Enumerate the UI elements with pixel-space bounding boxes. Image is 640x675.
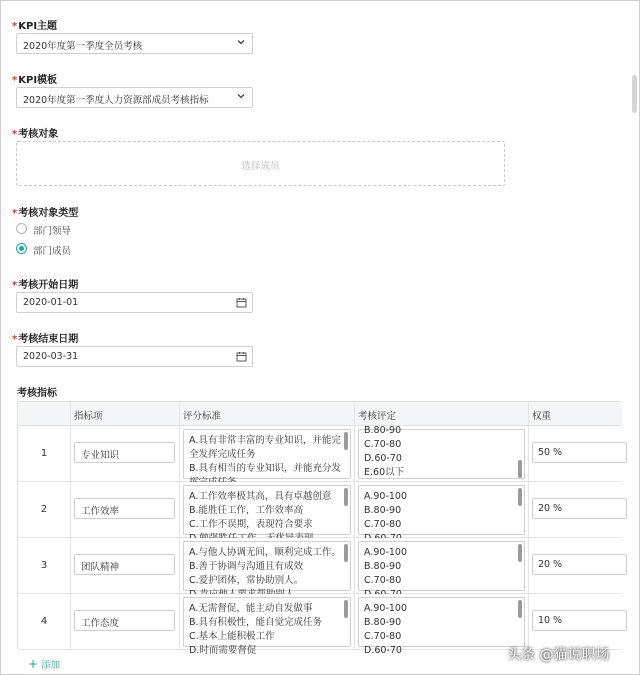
rating-textarea[interactable] [358, 541, 525, 591]
indicator-item-input[interactable] [74, 610, 175, 631]
start-date-value: 2020-01-01 [23, 297, 79, 308]
column-divider [179, 594, 180, 649]
indicator-item-input[interactable] [74, 554, 175, 575]
column-header-weight: 权重 [532, 411, 552, 422]
table-row [18, 482, 622, 538]
column-divider [528, 482, 529, 537]
rating-line: A.90-100 [364, 603, 408, 614]
calendar-icon [236, 351, 247, 362]
end-date-label [12, 330, 78, 345]
column-divider [70, 426, 71, 481]
criteria-line: D.时而需要督促 [189, 645, 257, 656]
rating-line: C.70-80 [364, 519, 402, 530]
column-header-rating: 考核评定 [358, 411, 397, 422]
indicators-label: 考核指标 [17, 388, 57, 399]
select-members-box[interactable] [16, 141, 505, 186]
indicator-item-value: 专业知识 [81, 450, 120, 461]
table-row [18, 538, 622, 594]
required-mark: * [12, 280, 18, 291]
kpi-template-label-text: KPI模板 [18, 75, 58, 86]
end-date-value: 2020-03-31 [23, 351, 79, 362]
column-divider [179, 426, 180, 481]
table-header [18, 402, 622, 426]
weight-unit: % [553, 615, 563, 626]
column-divider [354, 538, 355, 593]
textarea-scrollbar[interactable] [344, 432, 348, 450]
textarea-scrollbar[interactable] [344, 488, 348, 506]
row-index: 2 [40, 504, 48, 515]
add-indicator-label: 添加 [41, 660, 61, 671]
column-header-criteria: 评分标准 [183, 411, 222, 422]
rating-line: B.80-90 [364, 505, 402, 516]
indicator-item-input[interactable] [74, 498, 175, 519]
rating-line: D.60-70 [364, 645, 402, 656]
column-divider [354, 482, 355, 537]
required-mark: * [12, 75, 18, 86]
textarea-scrollbar[interactable] [344, 600, 348, 618]
rating-line: D.60-70 [364, 453, 402, 464]
weight-input[interactable] [532, 498, 627, 519]
start-date-label-text: 考核开始日期 [18, 280, 79, 291]
column-divider [528, 594, 529, 649]
weight-unit: % [553, 559, 563, 570]
radio-department-leader-label: 部门领导 [33, 226, 72, 237]
radio-checked-icon [16, 243, 27, 254]
criteria-textarea[interactable] [183, 541, 351, 591]
rating-line: E.60以下 [364, 467, 405, 478]
rating-line: C.70-80 [364, 439, 402, 450]
rating-line: A.90-100 [364, 547, 408, 558]
column-divider [528, 538, 529, 593]
textarea-scrollbar[interactable] [518, 460, 522, 478]
kpi-template-label [12, 71, 57, 86]
column-divider [179, 402, 180, 425]
rating-textarea[interactable] [358, 485, 525, 535]
criteria-textarea[interactable] [183, 597, 351, 656]
rating-line: C.70-80 [364, 575, 402, 586]
assessee-label-text: 考核对象 [18, 129, 59, 140]
criteria-line: C.工作不误期，表现符合要求 [189, 519, 313, 530]
page-scrollbar[interactable] [632, 75, 637, 113]
column-divider [70, 482, 71, 537]
weight-value: 20 [538, 559, 551, 570]
kpi-template-value: 2020年度第一季度人力资源部成员考核指标 [23, 95, 209, 106]
start-date-picker[interactable] [16, 292, 253, 313]
radio-department-member-label: 部门成员 [33, 246, 72, 257]
radio-unchecked-icon [16, 223, 27, 234]
criteria-line: B.具有积极性，能自觉完成任务 [189, 617, 323, 628]
start-date-label [12, 276, 78, 291]
criteria-line: B.善于协调与沟通且有成效 [189, 561, 304, 572]
rating-textarea[interactable] [358, 425, 525, 479]
required-mark: * [12, 129, 18, 140]
assessee-label [12, 125, 58, 140]
column-divider [354, 594, 355, 649]
weight-input[interactable] [532, 610, 627, 631]
assessee-type-label-text: 考核对象类型 [18, 208, 79, 219]
weight-unit: % [553, 503, 563, 514]
select-members-placeholder: 选择成员 [241, 161, 280, 172]
kpi-template-select[interactable] [16, 87, 253, 108]
rating-line: B.80-90 [364, 617, 402, 628]
column-divider [528, 402, 529, 425]
add-indicator-button[interactable] [28, 657, 60, 671]
textarea-scrollbar[interactable] [518, 600, 522, 618]
required-mark: * [12, 208, 18, 219]
rating-line: B.80-90 [364, 425, 402, 436]
row-index: 1 [40, 448, 48, 459]
chevron-down-icon [236, 37, 246, 47]
textarea-scrollbar[interactable] [518, 488, 522, 506]
kpi-topic-label [12, 17, 57, 32]
indicator-item-value: 团队精神 [81, 562, 120, 573]
rating-line: B.80-90 [364, 561, 402, 572]
kpi-topic-value: 2020年度第一季度全员考核 [23, 41, 143, 52]
column-divider [354, 426, 355, 481]
textarea-scrollbar[interactable] [344, 544, 348, 562]
column-divider [179, 482, 180, 537]
criteria-textarea[interactable] [183, 429, 351, 479]
rating-line: A.90-100 [364, 491, 408, 502]
assessee-type-label [12, 204, 78, 219]
rating-line: C.70-80 [364, 631, 402, 642]
weight-value: 10 [538, 615, 551, 626]
criteria-line: C.爱护团体，常协助别人。 [189, 575, 304, 586]
table-row [18, 426, 622, 482]
calendar-icon [236, 297, 247, 308]
column-header-item: 指标项 [74, 411, 103, 422]
weight-input[interactable] [532, 554, 627, 575]
textarea-scrollbar[interactable] [518, 544, 522, 562]
kpi-topic-label-text: KPI主题 [18, 21, 58, 32]
end-date-picker[interactable] [16, 346, 253, 367]
column-divider [354, 402, 355, 425]
radio-department-member[interactable] [16, 242, 96, 256]
weight-input[interactable] [532, 442, 627, 463]
criteria-line: A.与他人协调无间，顺利完成工作。 [189, 547, 341, 558]
criteria-line: B.能胜任工作，工作效率高 [189, 505, 304, 516]
plus-icon: + [28, 657, 39, 671]
required-mark: * [12, 21, 18, 32]
criteria-line: A.工作效率极其高，具有卓越创意 [189, 491, 332, 502]
weight-value: 20 [538, 503, 551, 514]
end-date-label-text: 考核结束日期 [18, 334, 79, 345]
criteria-line: C.基本上能积极工作 [189, 631, 275, 642]
weight-unit: % [553, 447, 563, 458]
row-index: 4 [40, 616, 48, 627]
kpi-topic-select[interactable] [16, 33, 253, 54]
row-index: 3 [40, 560, 48, 571]
column-divider [70, 538, 71, 593]
indicator-item-input[interactable] [74, 442, 175, 463]
column-divider [70, 594, 71, 649]
weight-value: 50 [538, 447, 551, 458]
criteria-textarea[interactable] [183, 485, 351, 535]
criteria-line: 全发挥完成任务 [189, 449, 256, 460]
indicator-item-value: 工作效率 [81, 506, 120, 517]
criteria-line: A.具有非常丰富的专业知识，并能完 [189, 435, 341, 446]
column-divider [179, 538, 180, 593]
required-mark: * [12, 334, 18, 345]
rating-textarea[interactable] [358, 597, 525, 656]
column-divider [528, 426, 529, 481]
watermark: 头条 @猫说职场 [507, 647, 610, 663]
criteria-line: A.无需督促，能主动自发做事 [189, 603, 313, 614]
radio-department-leader[interactable] [16, 222, 96, 236]
indicator-item-value: 工作态度 [81, 618, 120, 629]
chevron-down-icon [236, 91, 246, 101]
criteria-line: B.具有相当的专业知识，并能充分发 [189, 463, 342, 474]
column-divider [70, 402, 71, 425]
